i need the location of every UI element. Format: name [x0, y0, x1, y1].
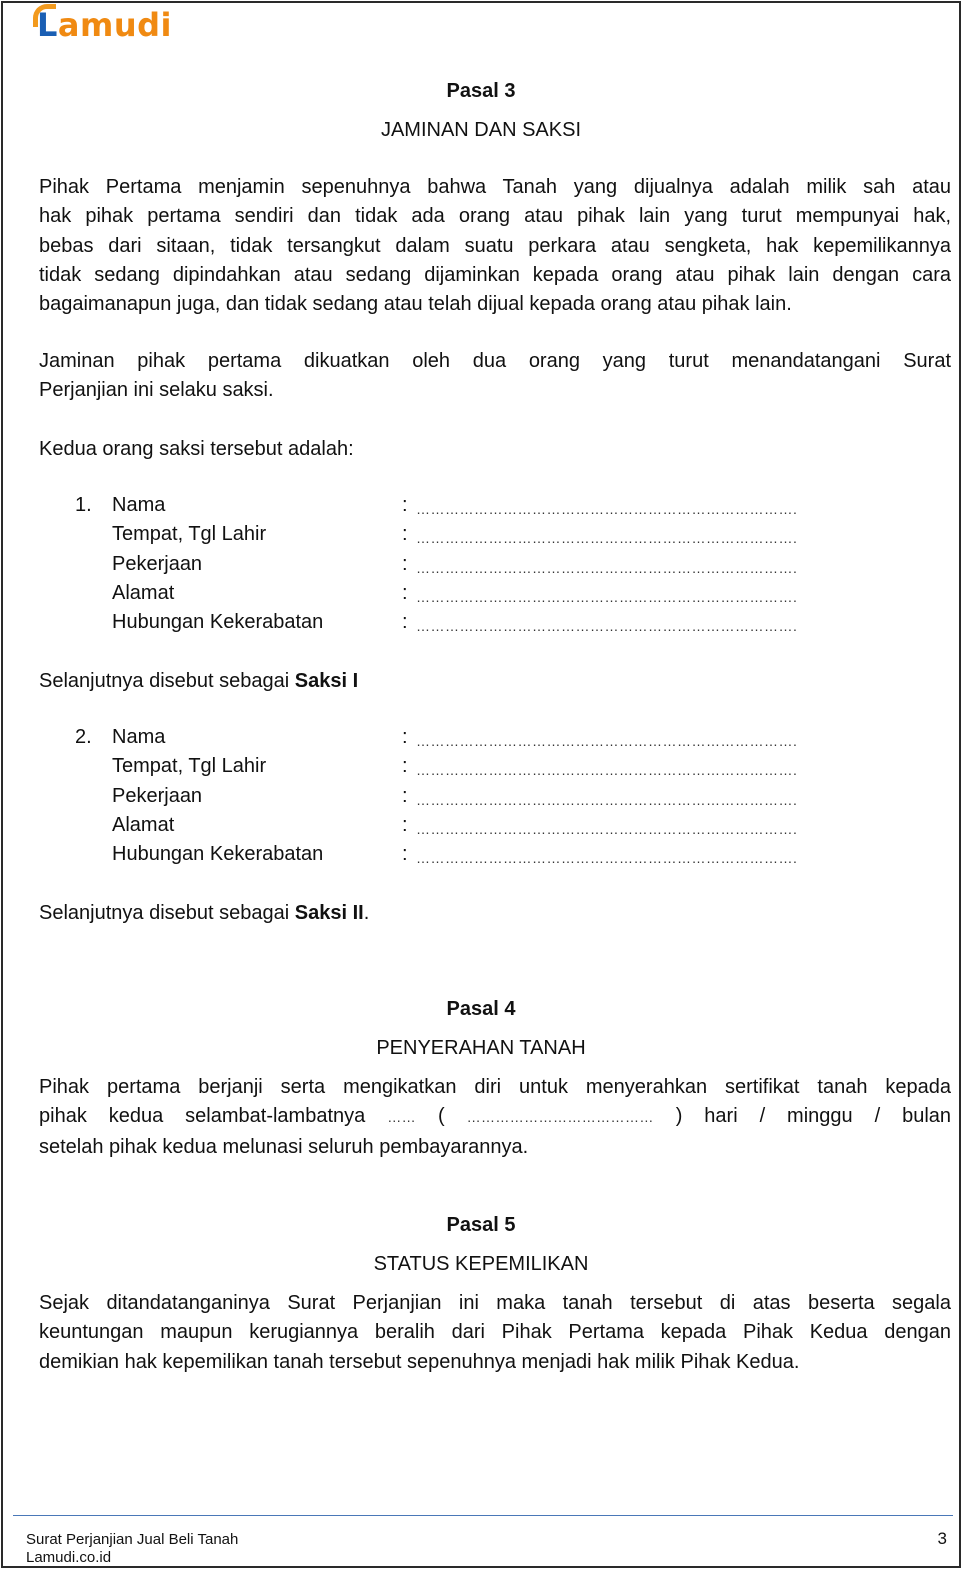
- footer-info: [26, 1531, 238, 1567]
- pasal-3-paragraph-3: Kedua orang saksi tersebut adalah:: [39, 438, 354, 460]
- document-page: [1, 1, 961, 1568]
- blank-field[interactable]: …………………………………………………………………….: [416, 791, 798, 808]
- form-row: Alamat : …………………………………………………………………….: [75, 579, 935, 608]
- blank-field[interactable]: …………………………………………………………………….: [416, 588, 798, 605]
- lamudi-logo-wordmark: Lamudi: [37, 6, 172, 44]
- blank-field[interactable]: …………………………………………………………………….: [416, 733, 798, 749]
- page-number: 3: [937, 1529, 947, 1548]
- form-row: 1. Nama : …………………………………………………………………….: [75, 491, 935, 520]
- pasal-5-title: STATUS KEPEMILIKAN: [373, 1253, 589, 1275]
- blank-field[interactable]: …………………………………………………………………….: [416, 850, 798, 867]
- witness-1-form: [75, 491, 935, 637]
- witness-2-form: [75, 723, 935, 869]
- form-row: 2. Nama : …………………………………………………………………….: [75, 723, 935, 752]
- blank-field[interactable]: …………………………………………………………………….: [416, 501, 798, 517]
- pasal-3-paragraph-1: Pihak Pertama menjamin sepenuhnya bahwa Tanah yang dijualnya adalah milik sah atau hak pihak pertama sendiri dan tidak ada orang atau pihak lain yang turut mempunyai hak, bebas dari sitaan, tidak tersangkut dalam suatu perkara atau sengketa, hak kepemilikannya tidak sedang dipindahkan atau sedang dijaminkan kepada orang atau pihak lain dengan cara bagaimanapun juga, dan tidak sedang atau telah dijual kepada orang atau pihak lain.: [39, 176, 951, 316]
- pasal-5-number: Pasal 5: [446, 1214, 516, 1236]
- blank-field[interactable]: …………………………………………………………………….: [416, 559, 798, 576]
- lamudi-logo: [37, 7, 172, 43]
- blank-field[interactable]: …………………………………………………………………….: [416, 530, 798, 547]
- form-row: Pekerjaan : …………………………………………………………………….: [75, 550, 935, 579]
- witness-1-designation: Selanjutnya disebut sebagai Saksi I: [39, 670, 359, 692]
- pasal-4-number: Pasal 4: [446, 998, 516, 1020]
- form-row: Hubungan Kekerabatan : …………………………………………………………………….: [75, 840, 935, 869]
- footer-site: Lamudi.co.id: [26, 1549, 112, 1566]
- blank-field[interactable]: ……: [387, 1109, 417, 1126]
- blank-field[interactable]: …………………………………………………………………….: [416, 762, 798, 779]
- witness-2-designation: Selanjutnya disebut sebagai Saksi II.: [39, 902, 370, 924]
- blank-field[interactable]: …………………………………………………………………….: [416, 618, 798, 635]
- pasal-3-paragraph-2: Jaminan pihak pertama dikuatkan oleh dua orang yang turut menandatangani Surat Perjanjian ini selaku saksi.: [39, 350, 951, 402]
- form-row: Alamat : …………………………………………………………………….: [75, 811, 935, 840]
- form-row: Hubungan Kekerabatan : …………………………………………………………………….: [75, 608, 935, 637]
- pasal-3-number: Pasal 3: [446, 80, 516, 102]
- pasal-4-paragraph: Pihak pertama berjanji serta mengikatkan diri untuk menyerahkan sertifikat tanah kepada pihak kedua selambat-lambatnya …… ( ………………………………… ) hari / minggu / bulan setelah pihak kedua melunasi seluruh pembayarannya.: [39, 1076, 952, 1158]
- pasal-5-paragraph: Sejak ditandatanganinya Surat Perjanjian ini maka tanah tersebut di atas beserta segala keuntungan maupun kerugiannya beralih dari Pihak Pertama kepada Pihak Kedua dengan demikian hak kepemilikan tanah tersebut sepenuhnya menjadi hak milik Pihak Kedua.: [39, 1292, 951, 1373]
- pasal-4-title: PENYERAHAN TANAH: [376, 1037, 586, 1059]
- form-row: Tempat, Tgl Lahir : …………………………………………………………………….: [75, 520, 935, 549]
- blank-field[interactable]: …………………………………: [466, 1109, 654, 1126]
- form-row: Tempat, Tgl Lahir : …………………………………………………………………….: [75, 752, 935, 781]
- footer-divider: [13, 1515, 953, 1516]
- pasal-3-title: JAMINAN DAN SAKSI: [380, 119, 582, 141]
- blank-field[interactable]: …………………………………………………………………….: [416, 820, 798, 837]
- footer-doc-title: Surat Perjanjian Jual Beli Tanah: [26, 1531, 239, 1548]
- form-row: Pekerjaan : …………………………………………………………………….: [75, 782, 935, 811]
